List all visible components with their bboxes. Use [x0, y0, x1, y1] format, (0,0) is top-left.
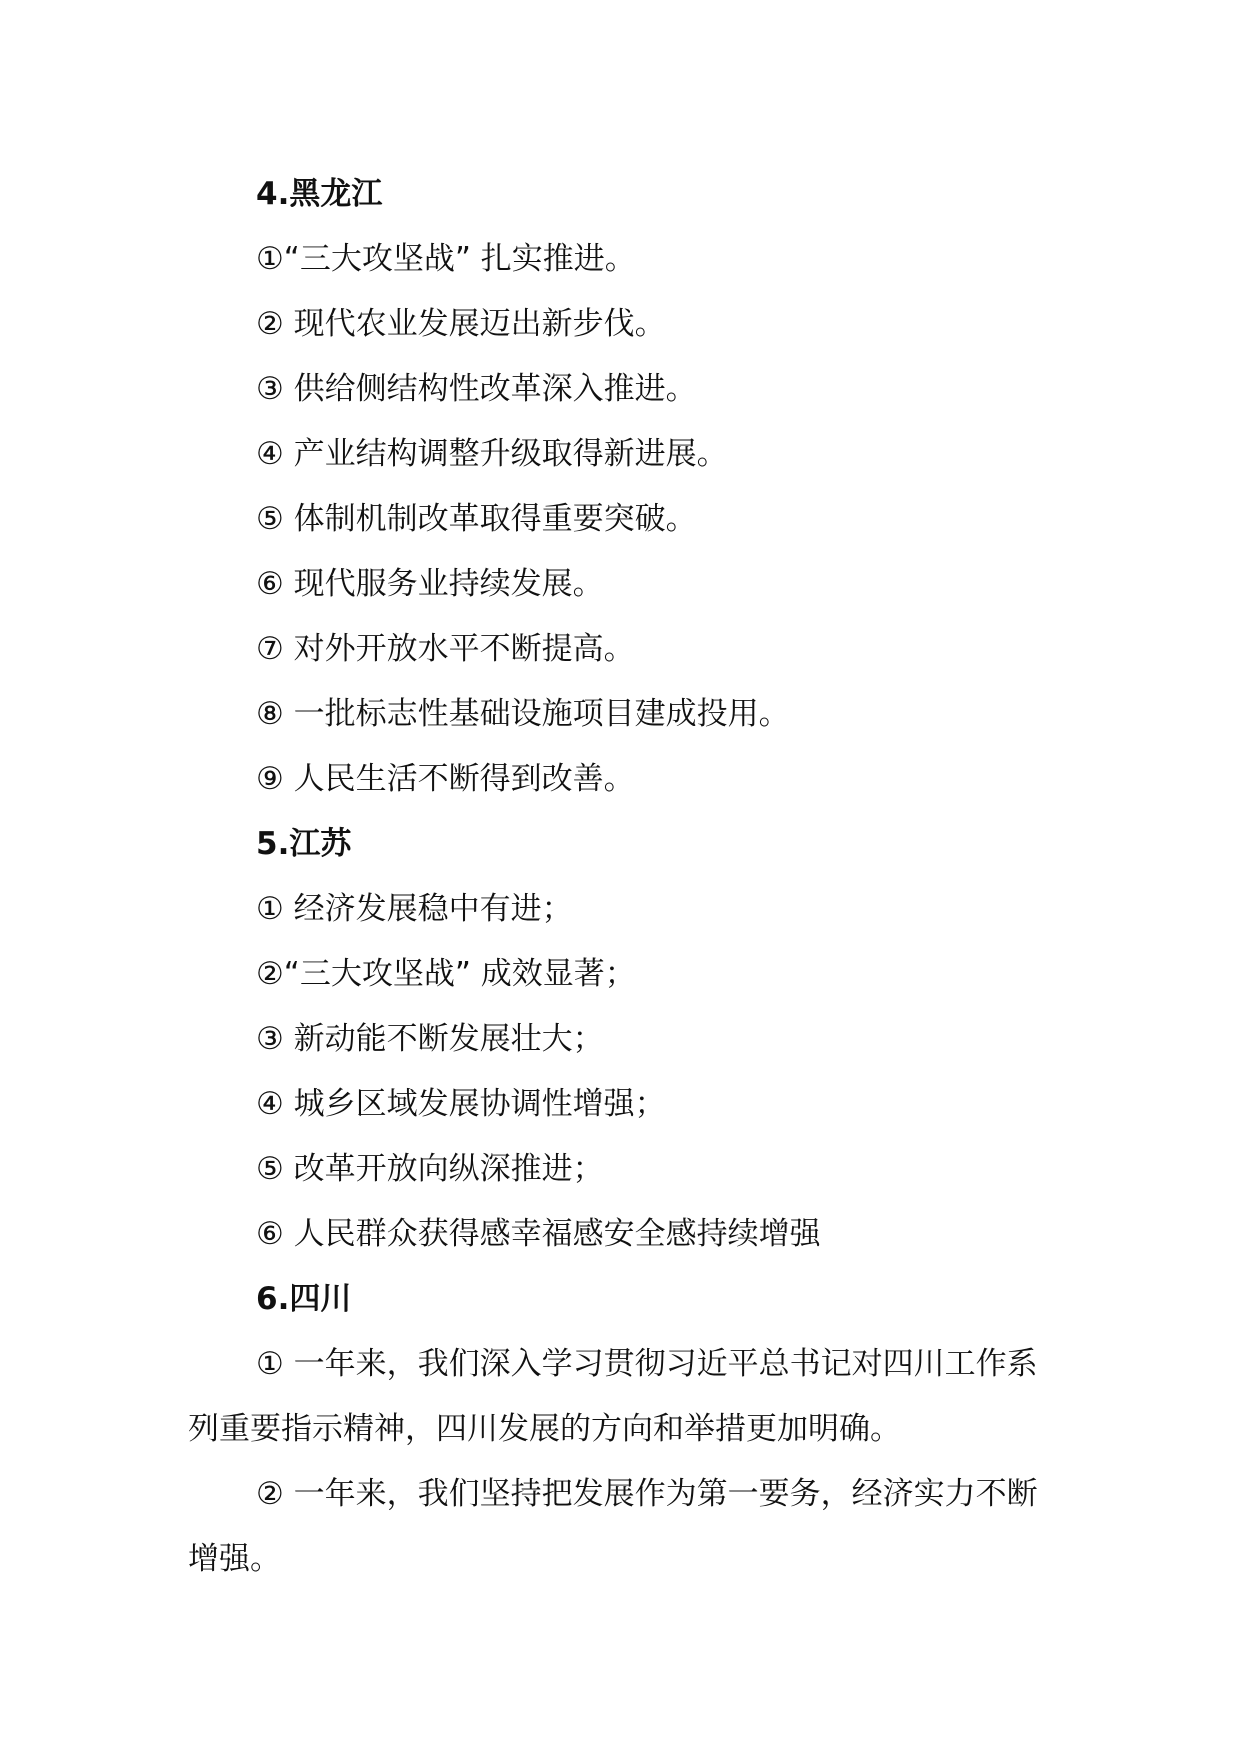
- list-item: ④ 产业结构调整升级取得新进展。: [256, 436, 728, 472]
- list-item: ⑨ 人民生活不断得到改善。: [256, 761, 635, 797]
- paragraph: ② 一年来，我们坚持把发展作为第一要务，经济实力不断增强。: [188, 1476, 1038, 1577]
- list-item: ②“三大攻坚战” 成效显著；: [256, 956, 636, 992]
- list-item: ① 经济发展稳中有进；: [256, 891, 573, 927]
- paragraph: ① 一年来，我们深入学习贯彻习近平总书记对四川工作系列重要指示精神，四川发展的方向和举措更加明确。: [188, 1346, 1038, 1447]
- section-heading-sichuan: 6.四川: [256, 1281, 352, 1317]
- list-item: ⑥ 人民群众获得感幸福感安全感持续增强: [256, 1216, 821, 1252]
- list-item: ⑥ 现代服务业持续发展。: [256, 566, 604, 602]
- list-item: ⑤ 体制机制改革取得重要突破。: [256, 501, 697, 537]
- list-item: ④ 城乡区域发展协调性增强；: [256, 1086, 666, 1122]
- list-item: ⑦ 对外开放水平不断提高。: [256, 631, 635, 667]
- document-body: [188, 162, 1058, 1592]
- section-heading-jiangsu: 5.江苏: [256, 826, 352, 862]
- list-item: ② 现代农业发展迈出新步伐。: [256, 306, 666, 342]
- list-item: ①“三大攻坚战” 扎实推进。: [256, 241, 636, 277]
- list-item: ⑤ 改革开放向纵深推进；: [256, 1151, 604, 1187]
- list-item: ③ 新动能不断发展壮大；: [256, 1021, 604, 1057]
- list-item: ③ 供给侧结构性改革深入推进。: [256, 371, 697, 407]
- section-heading-heilongjiang: 4.黑龙江: [256, 176, 383, 212]
- list-item: ⑧ 一批标志性基础设施项目建成投用。: [256, 696, 790, 732]
